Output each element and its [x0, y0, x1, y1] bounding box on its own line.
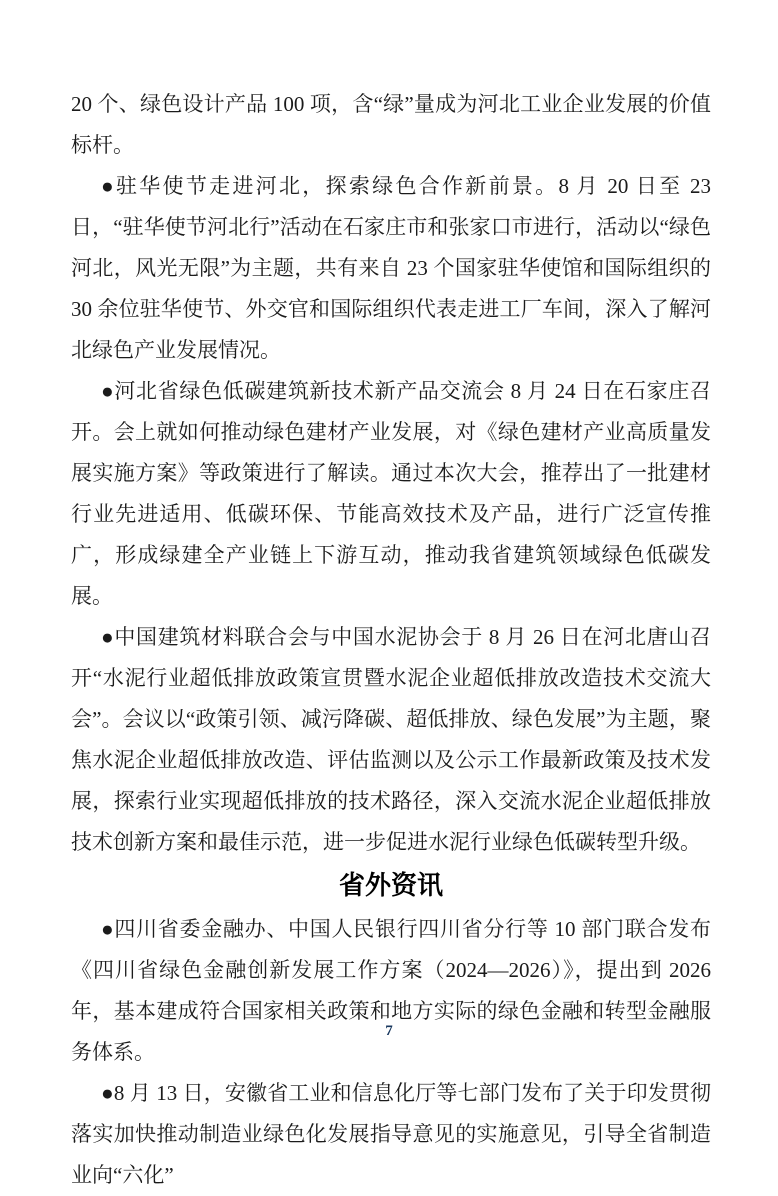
news-item-sichuan-green-finance: ●四川省委金融办、中国人民银行四川省分行等 10 部门联合发布《四川省绿色金融创新发展工作方案（2024—2026）》，提出到 2026 年，基本建成符合国家相关政策和地方实际的绿色金融和转型金融服务体系。 [71, 917, 711, 1064]
news-item-green-building-exchange: ●河北省绿色低碳建筑新技术新产品交流会 8 月 24 日在石家庄召开。会上就如何推动绿色建材产业发展，对《绿色建材产业高质量发展实施方案》等政策进行了解读。通过本次大会，推荐出了一批建材行业先进适用、低碳环保、节能高效技术及产品，进行广泛宣传推广，形成绿建全产业链上下游互动，推动我省建筑领域绿色低碳发展。 [71, 379, 711, 608]
page-footer [0, 1020, 778, 1042]
section-heading: 省外资讯 [338, 871, 443, 900]
page-number: 7 [385, 1023, 393, 1039]
news-item-anhui-manufacturing: ●8 月 13 日，安徽省工业和信息化厅等七部门发布了关于印发贯彻落实加快推动制造业绿色化发展指导意见的实施意见，引导全省制造业向“六化” [71, 1081, 711, 1187]
news-item-envoys-visit: ●驻华使节走进河北，探索绿色合作新前景。8 月 20 日至 23 日，“驻华使节河北行”活动在石家庄市和张家口市进行，活动以“绿色河北，风光无限”为主题，共有来自 23 个国家驻华使馆和国际组织的 30 余位驻华使节、外交官和国际组织代表走进工厂车间，深入了解河北绿色产业发展情况。 [71, 174, 711, 362]
paragraph-continuation: 20 个、绿色设计产品 100 项，含“绿”量成为河北工业企业发展的价值标杆。 [71, 92, 711, 157]
news-item-cement-ultra-low-emission: ●中国建筑材料联合会与中国水泥协会于 8 月 26 日在河北唐山召开“水泥行业超低排放政策宣贯暨水泥企业超低排放改造技术交流大会”。会议以“政策引领、减污降碳、超低排放、绿色发展”为主题，聚焦水泥企业超低排放改造、评估监测以及公示工作最新政策及技术发展，探索行业实现超低排放的技术路径，深入交流水泥企业超低排放技术创新方案和最佳示范，进一步促进水泥行业绿色低碳转型升级。 [71, 625, 711, 854]
